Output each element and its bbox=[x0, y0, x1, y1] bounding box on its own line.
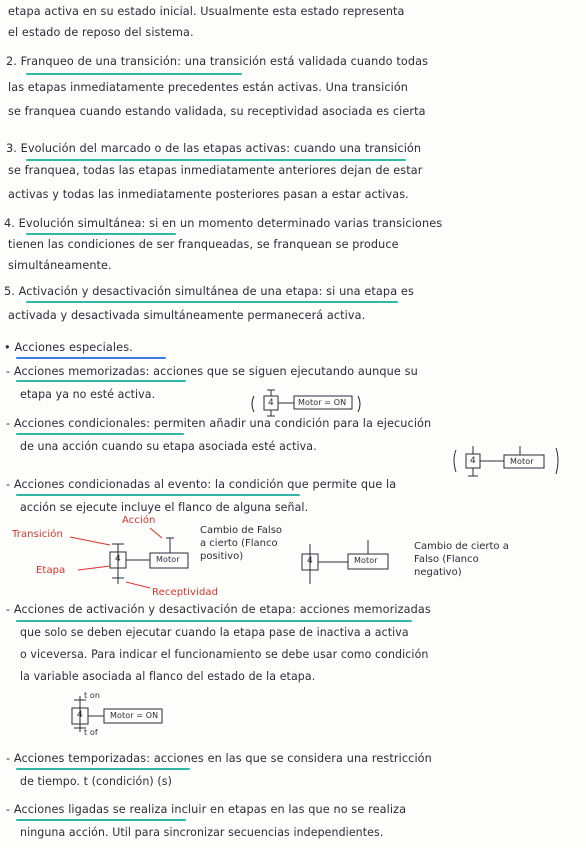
bullet-condicionales: - Acciones condicionales: permiten añadir una condición para la ejecución bbox=[6, 416, 432, 430]
text-line: de tiempo. t (condición) (s) bbox=[20, 774, 173, 788]
text-line: la variable asociada al flanco del estado de la etapa. bbox=[20, 669, 316, 683]
label-flanco-negativo: Cambio de cierto a Falso (Flanco negativo) bbox=[414, 541, 509, 578]
label-receptividad: Receptividad bbox=[152, 587, 219, 598]
label-motor-on: Motor = ON bbox=[298, 398, 347, 407]
text-line: que solo se deben ejecutar cuando la etapa pase de inactiva a activa bbox=[20, 625, 409, 639]
label-ton: t on bbox=[84, 691, 101, 700]
label-step: 4 bbox=[470, 456, 476, 466]
bullet-evento: - Acciones condicionadas al evento: la condición que permite que la bbox=[6, 477, 397, 491]
label-accion: Acción bbox=[122, 515, 156, 526]
bullet-memorizadas: - Acciones memorizadas: acciones que se siguen ejecutando aunque su bbox=[6, 364, 418, 378]
text-line: se franquea cuando estando validada, su receptividad asociada es cierta bbox=[8, 104, 426, 118]
text-line: las etapas inmediatamente precedentes están activas. Una transición bbox=[8, 80, 409, 94]
text-line: activada y desactivada simultáneamente permanecerá activa. bbox=[8, 308, 366, 322]
bullet-temporizadas: - Acciones temporizadas: acciones en las que se considera una restricción bbox=[6, 751, 432, 765]
label-motor: Motor bbox=[510, 457, 534, 466]
label-motor: Motor bbox=[354, 556, 378, 565]
bullet-activacion: - Acciones de activación y desactivación de etapa: acciones memorizadas bbox=[6, 602, 431, 616]
label-step: 4 bbox=[268, 398, 274, 408]
text-line: simultáneamente. bbox=[8, 258, 112, 272]
rule-5-heading: 5. Activación y desactivación simultánea de una etapa: si una etapa es bbox=[4, 284, 414, 298]
section-heading: • Acciones especiales. bbox=[4, 340, 133, 354]
label-step: 4 bbox=[115, 554, 121, 564]
rule-3-heading: 3. Evolución del marcado o de las etapas activas: cuando una transición bbox=[6, 141, 422, 155]
text-line: o viceversa. Para indicar el funcionamiento se debe usar como condición bbox=[20, 647, 429, 661]
label-flanco-positivo: Cambio de Falso a cierto (Flanco positivo) bbox=[200, 525, 283, 562]
rule-4-heading: 4. Evolución simultánea: si en un momento determinado varias transiciones bbox=[4, 216, 443, 230]
text-line: activas y todas las inmediatamente posteriores pasan a estar activas. bbox=[8, 187, 409, 201]
text-line: acción se ejecute incluye el flanco de alguna señal. bbox=[20, 500, 309, 514]
text-line: ninguna acción. Util para sincronizar secuencias independientes. bbox=[20, 825, 384, 839]
label-etapa: Etapa bbox=[36, 565, 66, 576]
label-motor-on: Motor = ON bbox=[110, 711, 159, 720]
text-line: de una acción cuando su etapa asociada esté activa. bbox=[20, 439, 317, 453]
rule-2-heading: 2. Franqueo de una transición: una transición está validada cuando todas bbox=[6, 54, 429, 68]
bullet-ligadas: - Acciones ligadas se realiza incluir en etapas en las que no se realiza bbox=[6, 802, 407, 816]
text-line: etapa activa en su estado inicial. Usualmente esta estado representa bbox=[8, 4, 405, 18]
text-line: se franquea, todas las etapas inmediatamente anteriores dejan de estar bbox=[8, 163, 423, 177]
label-transicion: Transición bbox=[12, 529, 63, 540]
text-line: etapa ya no esté activa. bbox=[20, 387, 156, 401]
text-line: el estado de reposo del sistema. bbox=[8, 25, 194, 39]
text-line: tienen las condiciones de ser franqueadas, se franquean se produce bbox=[8, 237, 399, 251]
label-step: 4 bbox=[77, 710, 83, 720]
label-step: 4 bbox=[307, 556, 313, 566]
label-motor: Motor bbox=[156, 555, 180, 564]
label-tof: t of bbox=[84, 728, 98, 737]
